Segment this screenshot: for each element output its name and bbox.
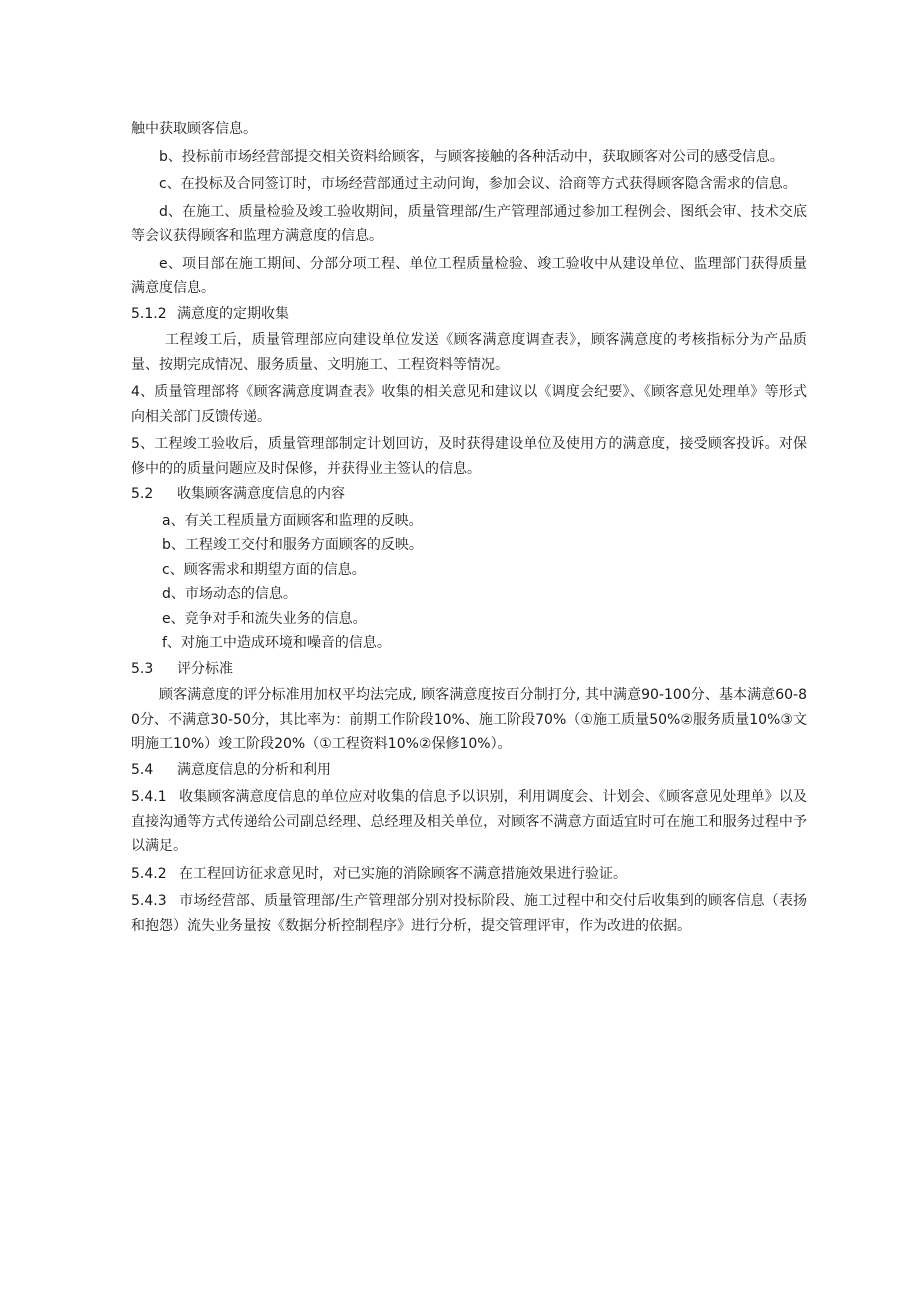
paragraph-intro: 触中获取顾客信息。: [131, 121, 257, 137]
section-number: 5.1.2: [131, 305, 167, 322]
list-item: f、对施工中造成环境和噪音的信息。: [162, 635, 391, 651]
paragraph-item-5: 5、工程竣工验收后，质量管理部制定计划回访，及时获得建设单位及使用方的满意度，接受顾客投诉。对保修中的的质量问题应及时保修，并获得业主签认的信息。: [131, 436, 807, 477]
section-title: 满意度信息的分析和利用: [177, 761, 331, 778]
section-title: 满意度的定期收集: [177, 305, 289, 322]
list-item: c、顾客需求和期望方面的信息。: [162, 561, 366, 578]
section-title: 收集顾客满意度信息的内容: [177, 486, 345, 502]
document-body: [131, 117, 807, 938]
section-title: 评分标准: [177, 660, 233, 677]
list-item: e、竞争对手和流失业务的信息。: [162, 610, 367, 627]
paragraph-c: c、在投标及合同签订时，市场经营部通过主动问询，参加会议、洽商等方式获得顾客隐含需求的信息。: [159, 176, 797, 192]
paragraph-5-4-3: [131, 889, 807, 938]
clause-text: 收集顾客满意度信息的单位应对收集的信息予以识别，利用调度会、计划会、《顾客意见处理单》以及直接沟通等方式传递给公司副总经理、总经理及相关单位，对顾客不满意方面适宜时可在施工和服务过程中予以满足。: [131, 789, 807, 854]
paragraph-5-4-2: [131, 862, 807, 887]
section-heading-5-2: [131, 482, 807, 507]
paragraph-item-4: 4、质量管理部将《顾客满意度调查表》收集的相关意见和建议以《调度会纪要》、《顾客意见处理单》等形式向相关部门反馈传递。: [131, 384, 807, 425]
section-heading-5-1-2: [131, 302, 807, 327]
paragraph-5-4-1: [131, 785, 807, 859]
section-heading-5-4: [131, 758, 807, 783]
paragraph-5-1-2: 工程竣工后，质量管理部应向建设单位发送《顾客满意度调查表》，顾客满意度的考核指标分为产品质量、按期完成情况、服务质量、文明施工、工程资料等情况。: [131, 332, 807, 373]
list-item: d、市场动态的信息。: [162, 586, 297, 602]
list-item: b、工程竣工交付和服务方面顾客的反映。: [162, 537, 423, 553]
clause-number: 5.4.1: [131, 789, 167, 805]
paragraph-d: d、在施工、质量检验及竣工验收期间，质量管理部/生产管理部通过参加工程例会、图纸会审、技术交底等会议获得顾客和监理方满意度的信息。: [131, 203, 807, 244]
paragraph-e: e、项目部在施工期间、分部分项工程、单位工程质量检验、竣工验收中从建设单位、监理部门获得质量满意度信息。: [131, 255, 807, 296]
section-heading-5-3: [131, 657, 807, 682]
list-5-2: [131, 509, 807, 656]
paragraph-5-3: 顾客满意度的评分标准用加权平均法完成, 顾客满意度按百分制打分, 其中满意90-100分、基本满意60-80分、不满意30-50分，其比率为：前期工作阶段10%、施工阶段70%（①施工质量50%②服务质量10%③文明施工10%）竣工阶段20%（①工程资料10%②保修10%）。: [131, 687, 807, 752]
paragraph-b: b、投标前市场经营部提交相关资料给顾客，与顾客接触的各种活动中，获取顾客对公司的感受信息。: [159, 148, 784, 165]
section-number: 5.2: [131, 486, 154, 502]
clause-number: 5.4.2: [131, 865, 167, 882]
clause-text: 在工程回访征求意见时，对已实施的消除顾客不满意措施效果进行验证。: [179, 865, 627, 882]
clause-text: 市场经营部、质量管理部/生产管理部分别对投标阶段、施工过程中和交付后收集到的顾客信息（表扬和抱怨）流失业务量按《数据分析控制程序》进行分析，提交管理评审，作为改进的依据。: [131, 893, 807, 934]
clause-number: 5.4.3: [131, 893, 167, 909]
section-number: 5.3: [131, 660, 154, 677]
section-number: 5.4: [131, 761, 154, 778]
list-item: a、有关工程质量方面顾客和监理的反映。: [162, 512, 423, 529]
